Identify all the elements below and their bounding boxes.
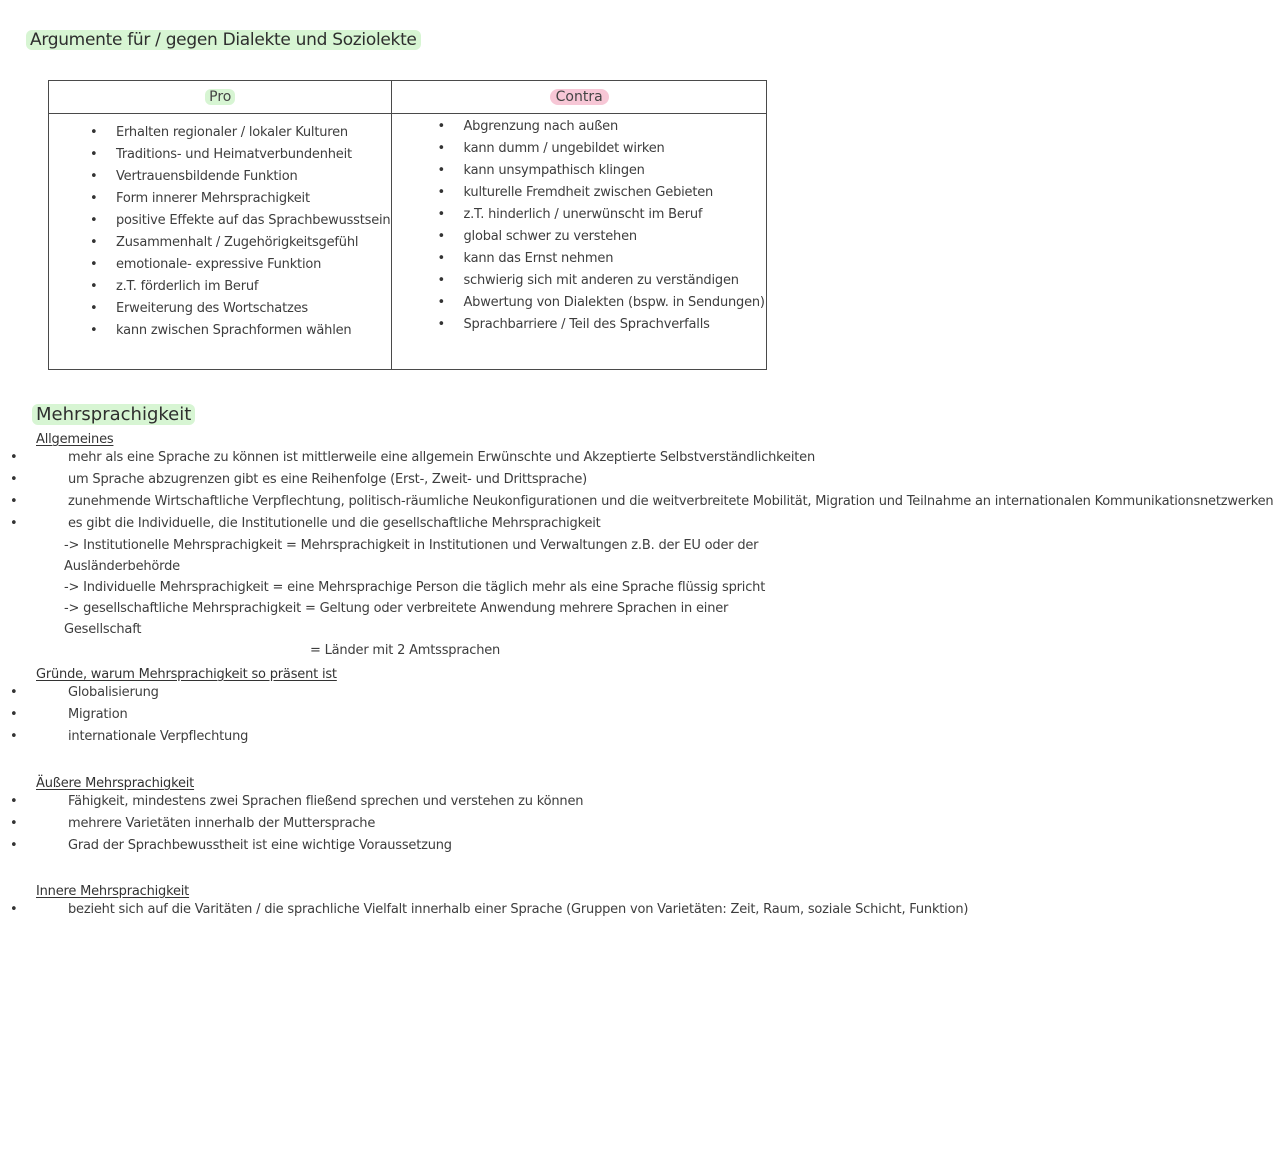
pro-contra-table <box>48 80 767 370</box>
section-title <box>32 404 195 425</box>
innere-item: • bezieht sich auf die Varitäten / die sprachliche Vielfalt innerhalb einer Sprache (Gruppen von Varietäten: Zeit, Raum, soziale Schicht, Funktion) <box>36 899 806 921</box>
gruende-item: • Globalisierung <box>36 682 806 704</box>
allgemeines-section <box>36 432 1273 661</box>
contra-item: • kulturelle Fremdheit zwischen Gebieten <box>463 182 764 204</box>
allgemeines-item: • zunehmende Wirtschaftliche Verpflechtung, politisch-räumliche Neukonfigurationen und die weitverbreitete Mobilität, Migration und Teilnahme an internationalen Kommunikationsnetzwerken <box>36 491 806 513</box>
gruende-heading: Gründe, warum Mehrsprachigkeit so präsent ist <box>36 667 337 682</box>
pro-item: • z.T. förderlich im Beruf <box>116 276 390 298</box>
arrow-continuation: = Länder mit 2 Amtssprachen <box>310 643 501 658</box>
contra-item: • Sprachbarriere / Teil des Sprachverfalls <box>463 314 764 336</box>
contra-item: • kann unsympathisch klingen <box>463 160 764 182</box>
aeussere-heading: Äußere Mehrsprachigkeit <box>36 776 195 791</box>
gruende-section <box>36 667 806 748</box>
allgemeines-item: • mehr als eine Sprache zu können ist mittlerweile eine allgemein Erwünschte und Akzeptierte Selbstverständlichkeiten <box>36 447 806 469</box>
aeussere-item: • Fähigkeit, mindestens zwei Sprachen fließend sprechen und verstehen zu können <box>36 791 806 813</box>
allgemeines-item: • um Sprache abzugrenzen gibt es eine Reihenfolge (Erst-, Zweit- und Drittsprache) <box>36 469 806 491</box>
innere-heading: Innere Mehrsprachigkeit <box>36 884 190 899</box>
pro-item: • Zusammenhalt / Zugehörigkeitsgefühl <box>116 232 390 254</box>
gruende-list <box>36 682 806 748</box>
pro-item: • Traditions- und Heimatverbundenheit <box>116 144 390 166</box>
aeussere-item: • Grad der Sprachbewusstheit ist eine wichtige Voraussetzung <box>36 835 806 857</box>
arrow-line: -> gesellschaftliche Mehrsprachigkeit = Geltung oder verbreitete Anwendung mehrere Sprachen in einer Gesellschaft <box>64 601 729 637</box>
arrow-line: -> Individuelle Mehrsprachigkeit = eine Mehrsprachige Person die täglich mehr als eine Sprache flüssig spricht <box>64 580 766 595</box>
allgemeines-list <box>36 447 1273 535</box>
innere-section <box>36 884 969 921</box>
contra-item: • kann dumm / ungebildet wirken <box>463 138 764 160</box>
pro-list <box>116 122 390 342</box>
contra-item: • schwierig sich mit anderen zu verständigen <box>463 270 764 292</box>
pro-cell <box>49 114 392 370</box>
pro-item: • Erhalten regionaler / lokaler Kulturen <box>116 122 390 144</box>
contra-item: • kann das Ernst nehmen <box>463 248 764 270</box>
contra-list <box>463 116 764 336</box>
arrow-lines <box>36 535 806 661</box>
contra-item: • Abgrenzung nach außen <box>463 116 764 138</box>
contra-item: • z.T. hinderlich / unerwünscht im Beruf <box>463 204 764 226</box>
pro-item: • Erweiterung des Wortschatzes <box>116 298 390 320</box>
pro-item: • positive Effekte auf das Sprachbewusstsein <box>116 210 390 232</box>
innere-list <box>36 899 969 921</box>
gruende-item: • internationale Verpflechtung <box>36 726 806 748</box>
pro-item: • Vertrauensbildende Funktion <box>116 166 390 188</box>
page-title-text: Argumente für / gegen Dialekte und Soziolekte <box>26 30 421 50</box>
section-title-text: Mehrsprachigkeit <box>32 404 195 425</box>
allgemeines-heading: Allgemeines <box>36 432 114 447</box>
aeussere-item: • mehrere Varietäten innerhalb der Muttersprache <box>36 813 806 835</box>
pro-item: • kann zwischen Sprachformen wählen <box>116 320 390 342</box>
gruende-item: • Migration <box>36 704 806 726</box>
allgemeines-item: • es gibt die Individuelle, die Institutionelle und die gesellschaftliche Mehrsprachigkeit <box>36 513 806 535</box>
aeussere-section <box>36 776 806 857</box>
arrow-line: -> Institutionelle Mehrsprachigkeit = Mehrsprachigkeit in Institutionen und Verwaltungen z.B. der EU oder der Ausländerbehörde <box>64 538 759 574</box>
page-title <box>26 30 421 50</box>
aeussere-list <box>36 791 806 857</box>
contra-header-label: Contra <box>550 89 609 105</box>
pro-header-label: Pro <box>205 89 235 105</box>
contra-item: • global schwer zu verstehen <box>463 226 764 248</box>
contra-cell <box>392 114 766 370</box>
contra-item: • Abwertung von Dialekten (bspw. in Sendungen) <box>463 292 764 314</box>
pro-header <box>49 81 392 114</box>
pro-item: • Form innerer Mehrsprachigkeit <box>116 188 390 210</box>
contra-header <box>392 81 766 114</box>
pro-item: • emotionale- expressive Funktion <box>116 254 390 276</box>
